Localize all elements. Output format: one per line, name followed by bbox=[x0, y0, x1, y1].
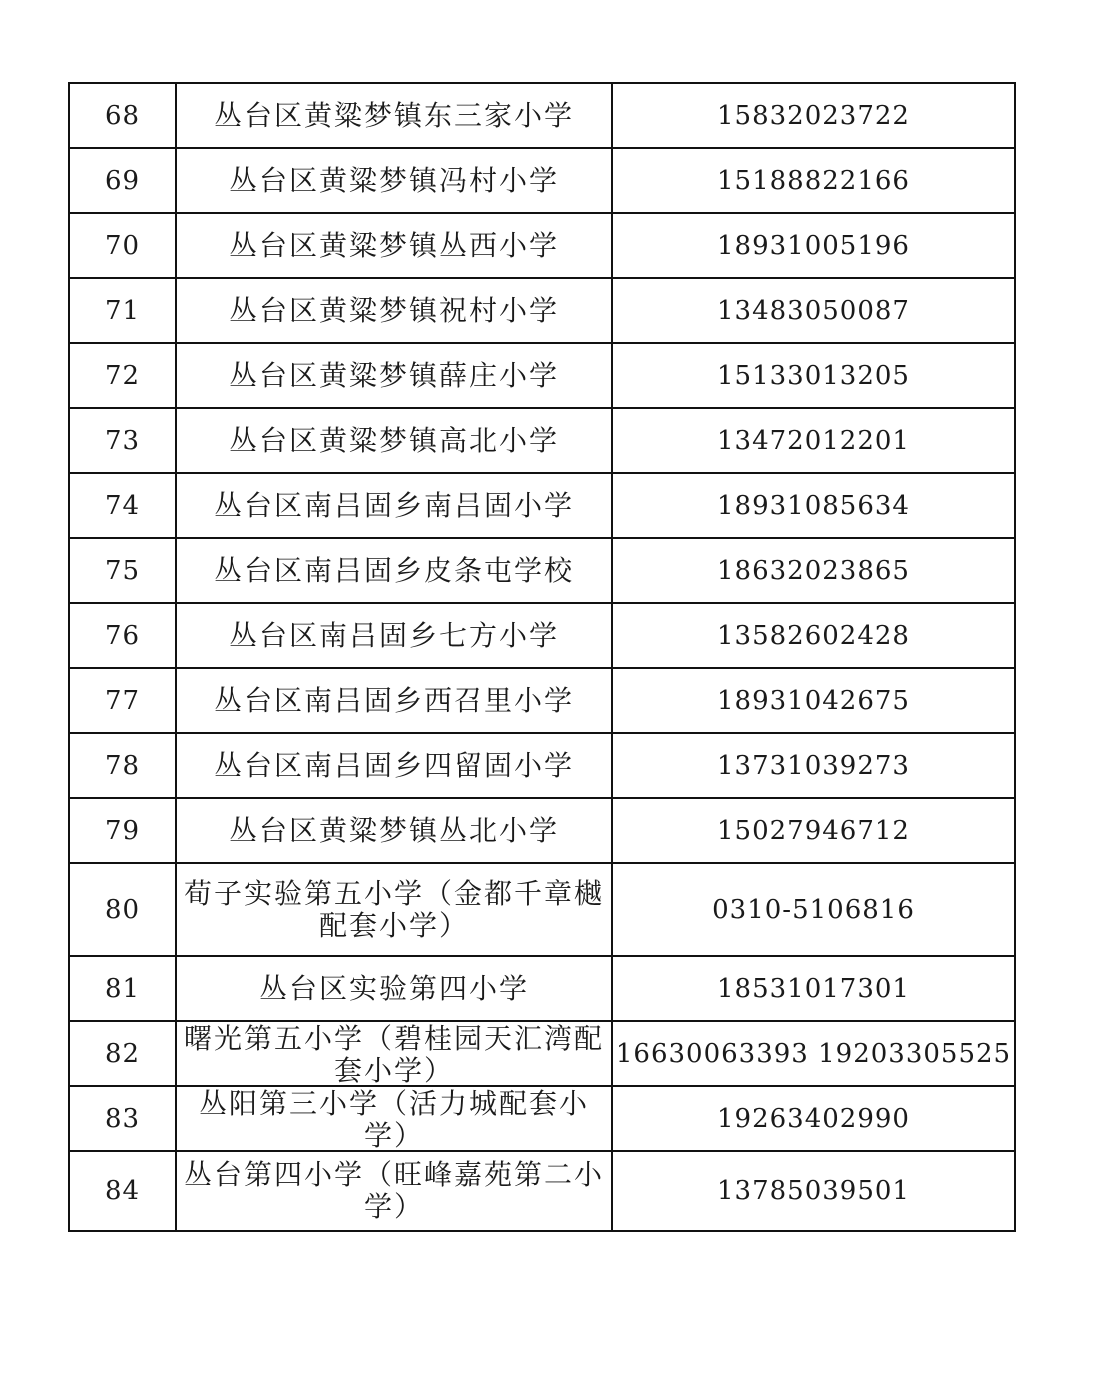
phone-number: 15027946712 bbox=[612, 798, 1015, 863]
school-name: 丛台区南吕固乡南吕固小学 bbox=[176, 473, 612, 538]
school-name: 丛台区南吕固乡皮条屯学校 bbox=[176, 538, 612, 603]
table-row bbox=[69, 278, 1015, 343]
school-name-line: 配套小学） bbox=[318, 908, 469, 942]
table-row bbox=[69, 213, 1015, 278]
school-name-line: 学） bbox=[363, 1118, 424, 1150]
school-name-line: 学） bbox=[363, 1190, 424, 1223]
school-name-line: 曙光第五小学（碧桂园天汇湾配 bbox=[183, 1022, 604, 1055]
table-row bbox=[69, 956, 1015, 1021]
row-number: 72 bbox=[69, 343, 176, 408]
table-row bbox=[69, 343, 1015, 408]
phone-number: 16630063393 19203305525 bbox=[612, 1021, 1015, 1086]
row-number: 75 bbox=[69, 538, 176, 603]
row-number: 83 bbox=[69, 1086, 176, 1151]
phone-number: 13582602428 bbox=[612, 603, 1015, 668]
school-name: 丛台区黄粱梦镇薛庄小学 bbox=[176, 343, 612, 408]
school-name-line: 丛台第四小学（旺峰嘉苑第二小 bbox=[183, 1158, 604, 1191]
phone-number: 18931005196 bbox=[612, 213, 1015, 278]
table-row bbox=[69, 1151, 1015, 1231]
row-number: 82 bbox=[69, 1021, 176, 1086]
table-row bbox=[69, 148, 1015, 213]
row-number: 76 bbox=[69, 603, 176, 668]
table-row bbox=[69, 473, 1015, 538]
table-row bbox=[69, 538, 1015, 603]
school-name: 丛台区实验第四小学 bbox=[176, 956, 612, 1021]
table-row bbox=[69, 1021, 1015, 1086]
phone-number: 13785039501 bbox=[612, 1151, 1015, 1231]
school-name-line: 丛阳第三小学（活力城配套小 bbox=[198, 1087, 589, 1120]
school-name: 丛台区黄粱梦镇祝村小学 bbox=[176, 278, 612, 343]
school-name: 丛台区南吕固乡四留固小学 bbox=[176, 733, 612, 798]
school-name bbox=[176, 1021, 612, 1086]
school-name bbox=[176, 863, 612, 956]
phone-number: 19263402990 bbox=[612, 1086, 1015, 1151]
school-name: 丛台区南吕固乡西召里小学 bbox=[176, 668, 612, 733]
table-row bbox=[69, 1086, 1015, 1151]
row-number: 79 bbox=[69, 798, 176, 863]
table-row bbox=[69, 408, 1015, 473]
phone-number: 18531017301 bbox=[612, 956, 1015, 1021]
phone-number: 18931085634 bbox=[612, 473, 1015, 538]
row-number: 81 bbox=[69, 956, 176, 1021]
row-number: 84 bbox=[69, 1151, 176, 1231]
school-name bbox=[176, 1151, 612, 1231]
school-name bbox=[176, 1086, 612, 1151]
row-number: 78 bbox=[69, 733, 176, 798]
row-number: 80 bbox=[69, 863, 176, 956]
row-number: 69 bbox=[69, 148, 176, 213]
row-number: 70 bbox=[69, 213, 176, 278]
school-name-line: 荀子实验第五小学（金都千章樾 bbox=[183, 876, 604, 910]
school-name: 丛台区黄粱梦镇冯村小学 bbox=[176, 148, 612, 213]
school-contact-table bbox=[68, 82, 1016, 1232]
phone-number: 15133013205 bbox=[612, 343, 1015, 408]
table-row bbox=[69, 668, 1015, 733]
table-row bbox=[69, 863, 1015, 956]
school-name-line: 套小学） bbox=[333, 1053, 454, 1085]
phone-number: 15832023722 bbox=[612, 83, 1015, 148]
phone-number: 0310-5106816 bbox=[612, 863, 1015, 956]
phone-number: 15188822166 bbox=[612, 148, 1015, 213]
row-number: 77 bbox=[69, 668, 176, 733]
table-row bbox=[69, 83, 1015, 148]
table-row bbox=[69, 603, 1015, 668]
table-row bbox=[69, 798, 1015, 863]
school-name: 丛台区黄粱梦镇高北小学 bbox=[176, 408, 612, 473]
phone-number: 13483050087 bbox=[612, 278, 1015, 343]
school-name: 丛台区南吕固乡七方小学 bbox=[176, 603, 612, 668]
phone-number: 13731039273 bbox=[612, 733, 1015, 798]
table-row bbox=[69, 733, 1015, 798]
row-number: 71 bbox=[69, 278, 176, 343]
school-name: 丛台区黄粱梦镇东三家小学 bbox=[176, 83, 612, 148]
phone-number: 13472012201 bbox=[612, 408, 1015, 473]
row-number: 74 bbox=[69, 473, 176, 538]
phone-number: 18931042675 bbox=[612, 668, 1015, 733]
row-number: 68 bbox=[69, 83, 176, 148]
school-name: 丛台区黄粱梦镇丛北小学 bbox=[176, 798, 612, 863]
row-number: 73 bbox=[69, 408, 176, 473]
phone-number: 18632023865 bbox=[612, 538, 1015, 603]
school-name: 丛台区黄粱梦镇丛西小学 bbox=[176, 213, 612, 278]
